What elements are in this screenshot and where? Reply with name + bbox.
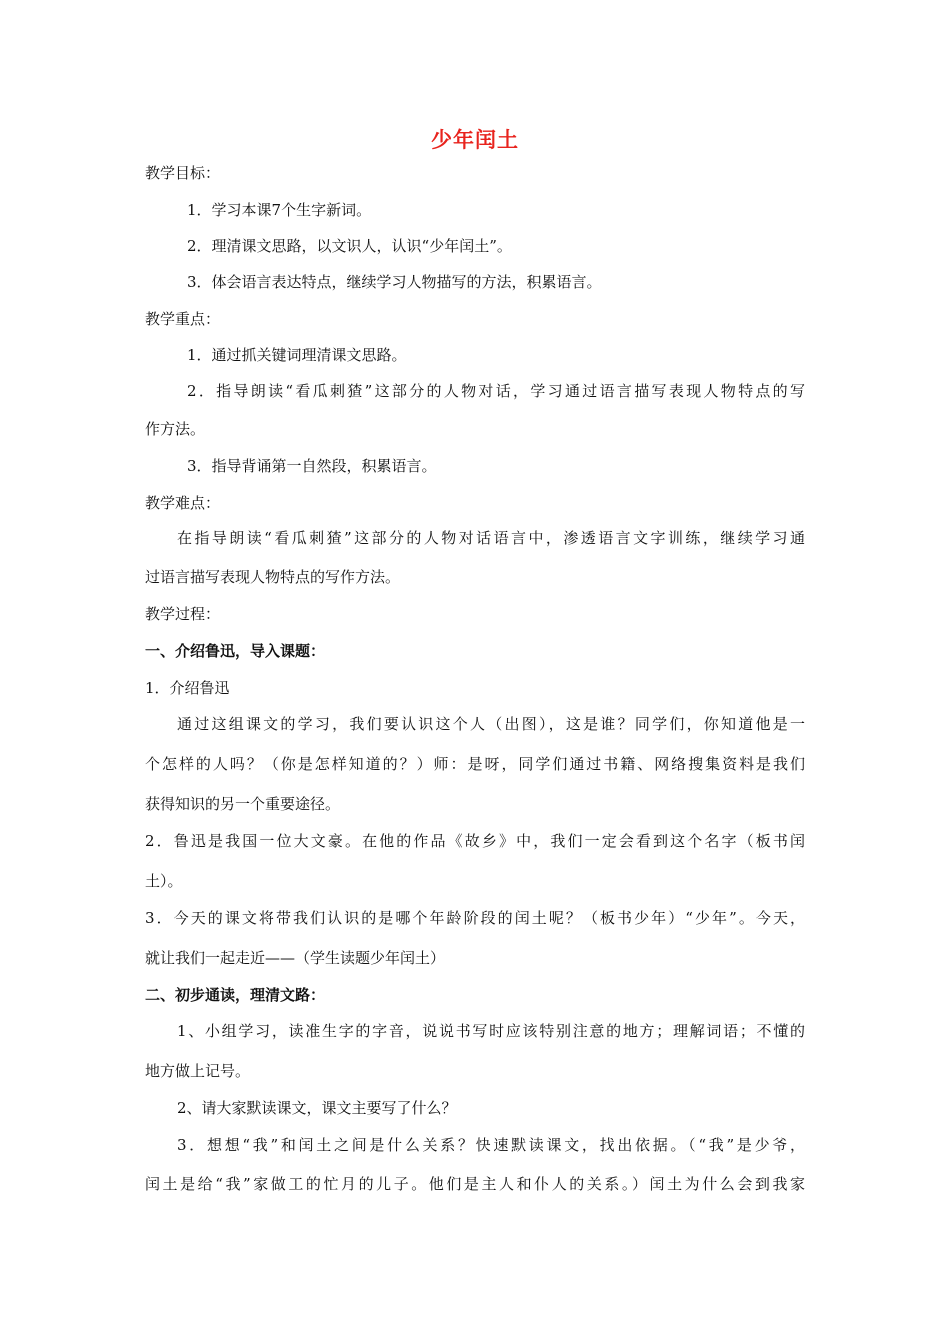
focus-item-2-cont: 作方法。 (145, 420, 206, 438)
part-one-heading: 一、介绍鲁迅，导入课题： (145, 642, 326, 660)
focus-item-2: 2．指导朗读“看瓜刺猹”这部分的人物对话，学习通过语言描写表现人物特点的写 (187, 382, 805, 400)
part-one-item-2: 2．鲁迅是我国一位大文豪。在他的作品《故乡》中，我们一定会看到这个名字（板书闰 (145, 832, 805, 850)
part-two-item-1-cont: 地方做上记号。 (145, 1062, 251, 1080)
part-two-item-1: 1、小组学习，读准生字的字音，说说书写时应该特别注意的地方；理解词语；不懂的 (177, 1022, 805, 1040)
section-label-process: 教学过程： (145, 605, 221, 623)
section-label-difficulty: 教学难点： (145, 494, 221, 512)
part-one-item-3: 3．今天的课文将带我们认识的是哪个年龄阶段的闰土呢？（板书少年）“少年”。今天， (145, 909, 805, 927)
part-one-para-line-3: 获得知识的另一个重要途径。 (145, 795, 341, 813)
part-one-para-line-2: 个怎样的人吗？（你是怎样知道的？）师：是呀，同学们通过书籍、网络搜集资料是我们 (145, 755, 805, 773)
section-label-goals: 教学目标： (145, 164, 221, 182)
difficulty-text-cont: 过语言描写表现人物特点的写作方法。 (145, 568, 401, 586)
part-one-item-3-cont: 就让我们一起走近——（学生读题少年闰土） (145, 949, 446, 967)
difficulty-text: 在指导朗读“看瓜刺猹”这部分的人物对话语言中，渗透语言文字训练，继续学习通 (177, 529, 805, 547)
part-one-item-1: 1．介绍鲁迅 (145, 679, 230, 697)
goal-item-2: 2．理清课文思路，以文识人，认识“少年闰土”。 (187, 237, 512, 255)
part-two-heading: 二、初步通读，理清文路： (145, 986, 326, 1004)
goal-item-3: 3．体会语言表达特点，继续学习人物描写的方法，积累语言。 (187, 273, 602, 291)
part-two-item-3-cont: 闰土是给“我”家做工的忙月的儿子。他们是主人和仆人的关系。）闰土为什么会到我家 (145, 1175, 805, 1193)
part-two-item-2: 2、请大家默读课文，课文主要写了什么？ (177, 1099, 457, 1117)
part-two-item-3: 3．想想“我”和闰土之间是什么关系？快速默读课文，找出依据。（“我”是少爷， (177, 1136, 805, 1154)
part-one-para-line-1: 通过这组课文的学习，我们要认识这个人（出图），这是谁？同学们，你知道他是一 (177, 715, 805, 733)
document-title: 少年闰土 (431, 128, 519, 152)
focus-item-3: 3．指导背诵第一自然段，积累语言。 (187, 457, 437, 475)
focus-item-1: 1．通过抓关键词理清课文思路。 (187, 346, 407, 364)
section-label-focus: 教学重点： (145, 310, 221, 328)
part-one-item-2-cont: 土）。 (145, 872, 183, 890)
goal-item-1: 1．学习本课7个生字新词。 (187, 201, 372, 219)
